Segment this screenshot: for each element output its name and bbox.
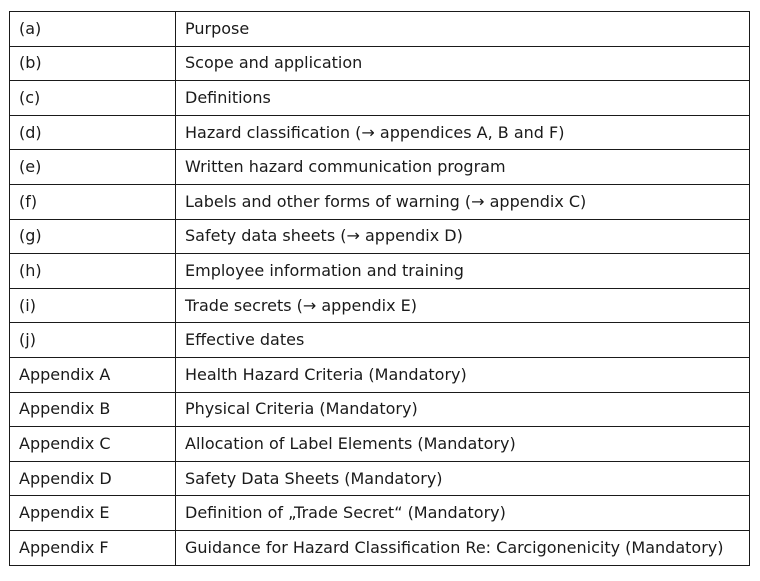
appendix-key-cell: Appendix C	[10, 427, 176, 462]
paragraph-key-cell: (j)	[10, 323, 176, 358]
table-row	[10, 81, 750, 116]
paragraph-key-cell: (h)	[10, 254, 176, 289]
table-row	[10, 184, 750, 219]
paragraph-key-cell: (f)	[10, 184, 176, 219]
appendix-description-cell: Physical Criteria (Mandatory)	[176, 392, 750, 427]
appendix-key-cell: Appendix D	[10, 461, 176, 496]
paragraph-key-cell: (i)	[10, 288, 176, 323]
paragraph-description-cell: Trade secrets (→ appendix E)	[176, 288, 750, 323]
appendix-description-cell: Guidance for Hazard Classification Re: Carcigonenicity (Mandatory)	[176, 530, 750, 565]
table-row	[10, 115, 750, 150]
paragraph-description-cell: Hazard classification (→ appendices A, B and F)	[176, 115, 750, 150]
table-row	[10, 392, 750, 427]
table-row	[10, 323, 750, 358]
paragraph-description-cell: Purpose	[176, 12, 750, 47]
paragraph-key-cell: (c)	[10, 81, 176, 116]
appendix-description-cell: Safety Data Sheets (Mandatory)	[176, 461, 750, 496]
paragraph-key-cell: (a)	[10, 12, 176, 47]
appendix-description-cell: Definition of „Trade Secret“ (Mandatory)	[176, 496, 750, 531]
paragraph-description-cell: Written hazard communication program	[176, 150, 750, 185]
standard-contents-table	[9, 11, 750, 566]
paragraph-description-cell: Effective dates	[176, 323, 750, 358]
paragraph-description-cell: Definitions	[176, 81, 750, 116]
table-row	[10, 254, 750, 289]
paragraph-key-cell: (b)	[10, 46, 176, 81]
appendix-key-cell: Appendix F	[10, 530, 176, 565]
table-row	[10, 357, 750, 392]
appendix-description-cell: Health Hazard Criteria (Mandatory)	[176, 357, 750, 392]
appendix-key-cell: Appendix A	[10, 357, 176, 392]
appendix-description-cell: Allocation of Label Elements (Mandatory)	[176, 427, 750, 462]
paragraph-description-cell: Employee information and training	[176, 254, 750, 289]
appendix-key-cell: Appendix E	[10, 496, 176, 531]
paragraph-description-cell: Safety data sheets (→ appendix D)	[176, 219, 750, 254]
paragraph-key-cell: (g)	[10, 219, 176, 254]
table-row	[10, 46, 750, 81]
table-row	[10, 530, 750, 565]
table-row	[10, 12, 750, 47]
paragraph-key-cell: (d)	[10, 115, 176, 150]
table-row	[10, 461, 750, 496]
table-row	[10, 219, 750, 254]
table-row	[10, 150, 750, 185]
table-row	[10, 496, 750, 531]
paragraph-description-cell: Labels and other forms of warning (→ appendix C)	[176, 184, 750, 219]
paragraph-key-cell: (e)	[10, 150, 176, 185]
table-row	[10, 288, 750, 323]
appendix-key-cell: Appendix B	[10, 392, 176, 427]
paragraph-description-cell: Scope and application	[176, 46, 750, 81]
table-row	[10, 427, 750, 462]
table-body	[10, 12, 750, 566]
